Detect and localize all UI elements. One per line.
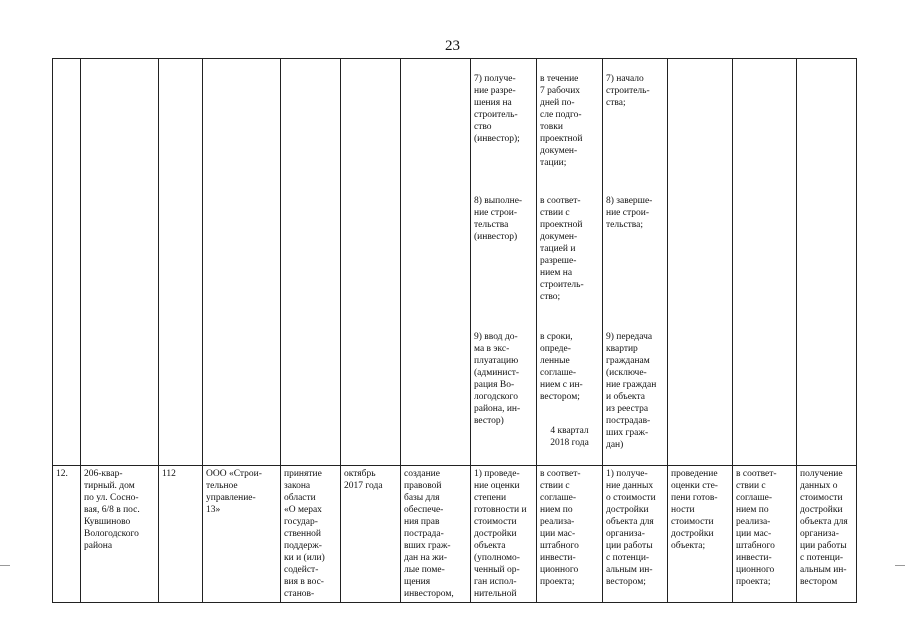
page-number: 23 xyxy=(445,38,460,54)
object-cell: 206-квар- тирный. дом по ул. Сосно- вая, 6/8 в пос. Кувшиново Вологодского района xyxy=(81,466,159,603)
step-cell: 1) проведе- ние оценки степени готовности и стоимости достройки объекта (уполномо- ченный ор- ган испол- нительной xyxy=(471,466,537,603)
term-cell xyxy=(537,59,603,466)
term-cell: в соответ- ствии с соглаше- нием по реализа- ции мас- штабного инвести- ционного проекта; xyxy=(537,466,603,603)
program-table xyxy=(52,58,857,603)
date-cell: октябрь 2017 года xyxy=(341,466,401,603)
row-number: 12. xyxy=(53,466,81,603)
table-row-12 xyxy=(53,466,857,603)
result-cell xyxy=(603,59,668,466)
scan-edge-mark xyxy=(0,565,10,566)
table-row-continued xyxy=(53,59,857,466)
table-cell xyxy=(53,59,81,466)
table-cell xyxy=(401,59,471,466)
table-cell: получение данных о стоимости достройки объекта для организа- ции работы с потенци- альным ин- вестором xyxy=(797,466,857,603)
table-cell xyxy=(341,59,401,466)
result-8: 8) заверше- ние строи- тельства; xyxy=(606,196,653,230)
step-8: 8) выполне- ние строи- тельства (инвестор) xyxy=(474,196,523,242)
table-cell: проведение оценки сте- пени готов- ности стоимости достройки объекта; xyxy=(668,466,733,603)
developer-cell: ООО «Строи- тельное управление- 13» xyxy=(203,466,281,603)
goal-cell: создание правовой базы для обеспече- ния прав пострада- вших граж- дан на жи- лые поме- щения инвестором, xyxy=(401,466,471,603)
result-7: 7) начало строитель- ства; xyxy=(606,74,650,108)
table-cell xyxy=(281,59,341,466)
step-7: 7) получе- ние разре- шения на строитель- ство (инвестор); xyxy=(474,74,520,144)
table-cell xyxy=(733,59,797,466)
result-cell: 1) получе- ние данных о стоимости достройки объекта для организа- ции работы с потенци- альным ин- вестором; xyxy=(603,466,668,603)
term-8: в соответ- ствии с проектной докумен- тацией и разреше- нием на строитель- ство; xyxy=(540,196,584,302)
table-cell xyxy=(81,59,159,466)
step-cell xyxy=(471,59,537,466)
step-9: 9) ввод до- ма в экс- плуатацию (админист- рация Во- логодского района, ин- вестор) xyxy=(474,332,521,426)
term-7: в течение 7 рабочих дней по- сле подго- товки проектной докумен- тации; xyxy=(540,74,583,168)
table-cell xyxy=(203,59,281,466)
term-9-deadline: 4 квартал 2018 года xyxy=(550,426,589,448)
table-cell xyxy=(797,59,857,466)
table-cell: в соответ- ствии с соглаше- нием по реализа- ции мас- штабного инвести- ционного проекта; xyxy=(733,466,797,603)
term-9: в сроки, опреде- ленные соглаше- нием с ин- вестором; xyxy=(540,332,583,402)
count-cell: 112 xyxy=(159,466,203,603)
table-cell xyxy=(668,59,733,466)
result-9: 9) передача квартир гражданам (исключе- ние граждан и объекта из реестра пострадав- ших граж- дан) xyxy=(606,332,657,450)
table-cell xyxy=(159,59,203,466)
measure-cell: принятие закона области «О мерах государ- ственной поддерж- ки и (или) содейст- вия в вос- станов- xyxy=(281,466,341,603)
scan-edge-mark xyxy=(895,565,905,566)
